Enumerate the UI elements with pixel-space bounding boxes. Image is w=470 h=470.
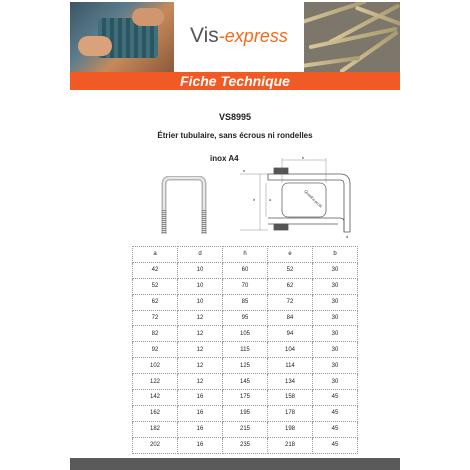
- table-cell: 104: [268, 342, 313, 358]
- table-cell: 235: [223, 437, 268, 453]
- table-cell: 215: [223, 421, 268, 437]
- dim-label-d: d: [346, 234, 349, 239]
- sheet-title: Fiche Technique: [180, 73, 290, 89]
- table-cell: 84: [268, 310, 313, 326]
- dim-label-b: b: [302, 156, 305, 160]
- table-cell: 142: [133, 390, 178, 406]
- table-cell: 105: [223, 326, 268, 342]
- table-cell: 12: [178, 326, 223, 342]
- column-header-d: d: [178, 247, 223, 263]
- table-cell: 178: [268, 405, 313, 421]
- table-row: [133, 390, 358, 406]
- table-cell: 202: [133, 437, 178, 453]
- column-header-b: b: [313, 247, 358, 263]
- table-cell: 82: [133, 326, 178, 342]
- table-cell: 30: [313, 294, 358, 310]
- table-cell: 52: [268, 262, 313, 278]
- table-cell: 45: [313, 390, 358, 406]
- table-cell: 72: [268, 294, 313, 310]
- table-cell: 182: [133, 421, 178, 437]
- footer-bar: [70, 458, 400, 470]
- dim-label-h: h: [253, 197, 256, 202]
- table-cell: 114: [268, 358, 313, 374]
- table-cell: 16: [178, 405, 223, 421]
- hand-image: [78, 36, 112, 56]
- table-cell: 52: [133, 278, 178, 294]
- table-cell: 162: [133, 405, 178, 421]
- table-cell: 45: [313, 437, 358, 453]
- logo-main: Vis: [190, 24, 219, 47]
- table-cell: 10: [178, 278, 223, 294]
- table-cell: 30: [313, 374, 358, 390]
- logo-text: [190, 24, 288, 48]
- table-cell: 122: [133, 374, 178, 390]
- dim-label-a: a: [269, 197, 272, 202]
- table-row: [133, 421, 358, 437]
- table-cell: 30: [313, 310, 358, 326]
- table-row: [133, 326, 358, 342]
- table-cell: 115: [223, 342, 268, 358]
- table-cell: 30: [313, 358, 358, 374]
- table-row: [133, 437, 358, 453]
- header-photo-electronics: [70, 2, 174, 72]
- product-reference: VS8995: [218, 112, 252, 122]
- table-cell: 45: [313, 421, 358, 437]
- table-cell: 30: [313, 342, 358, 358]
- table-row: [133, 405, 358, 421]
- table-cell: 218: [268, 437, 313, 453]
- table-cell: 16: [178, 390, 223, 406]
- column-header-e: e: [268, 247, 313, 263]
- table-cell: 30: [313, 278, 358, 294]
- table-cell: 12: [178, 374, 223, 390]
- table-body: [133, 262, 358, 453]
- table-cell: 145: [223, 374, 268, 390]
- table-cell: 125: [223, 358, 268, 374]
- table-cell: 198: [268, 421, 313, 437]
- table-cell: 45: [313, 405, 358, 421]
- table-cell: 60: [223, 262, 268, 278]
- table-cell: 42: [133, 262, 178, 278]
- table-cell: 30: [313, 262, 358, 278]
- technical-drawing: [238, 156, 358, 242]
- column-header-a: a: [133, 247, 178, 263]
- table-row: [133, 278, 358, 294]
- table-cell: 92: [133, 342, 178, 358]
- table-header-row: [133, 247, 358, 263]
- table-cell: 12: [178, 358, 223, 374]
- table-cell: 95: [223, 310, 268, 326]
- table-cell: 10: [178, 262, 223, 278]
- table-row: [133, 294, 358, 310]
- table-row: [133, 374, 358, 390]
- table-cell: 10: [178, 294, 223, 310]
- table-cell: 12: [178, 310, 223, 326]
- table-cell: 70: [223, 278, 268, 294]
- material-label: inox A4: [210, 154, 239, 163]
- u-bolt-illustration: [140, 176, 220, 236]
- profile-label: Quadra-profil: [303, 188, 324, 209]
- table-cell: 94: [268, 326, 313, 342]
- product-description: Étrier tubulaire, sans écrous ni rondelles: [157, 131, 313, 140]
- hand-image: [132, 8, 164, 26]
- logo-dash: -: [218, 26, 225, 46]
- table-cell: 16: [178, 421, 223, 437]
- table-row: [133, 342, 358, 358]
- table-cell: 30: [313, 326, 358, 342]
- table-cell: 158: [268, 390, 313, 406]
- table-row: [133, 358, 358, 374]
- table-cell: 175: [223, 390, 268, 406]
- table-cell: 12: [178, 342, 223, 358]
- table-cell: 85: [223, 294, 268, 310]
- table-cell: 195: [223, 405, 268, 421]
- table-cell: 134: [268, 374, 313, 390]
- dimensions-table: [132, 246, 358, 454]
- table-cell: 72: [133, 310, 178, 326]
- header-band: [70, 72, 400, 90]
- table-row: [133, 262, 358, 278]
- header-photo-screws: [304, 2, 400, 72]
- column-header-h: h: [223, 247, 268, 263]
- brand-logo: [174, 2, 304, 72]
- logo-sub: express: [224, 26, 288, 46]
- table-cell: 16: [178, 437, 223, 453]
- table-cell: 62: [133, 294, 178, 310]
- table-row: [133, 310, 358, 326]
- table-cell: 102: [133, 358, 178, 374]
- dim-label-e: e: [243, 168, 246, 173]
- table-cell: 62: [268, 278, 313, 294]
